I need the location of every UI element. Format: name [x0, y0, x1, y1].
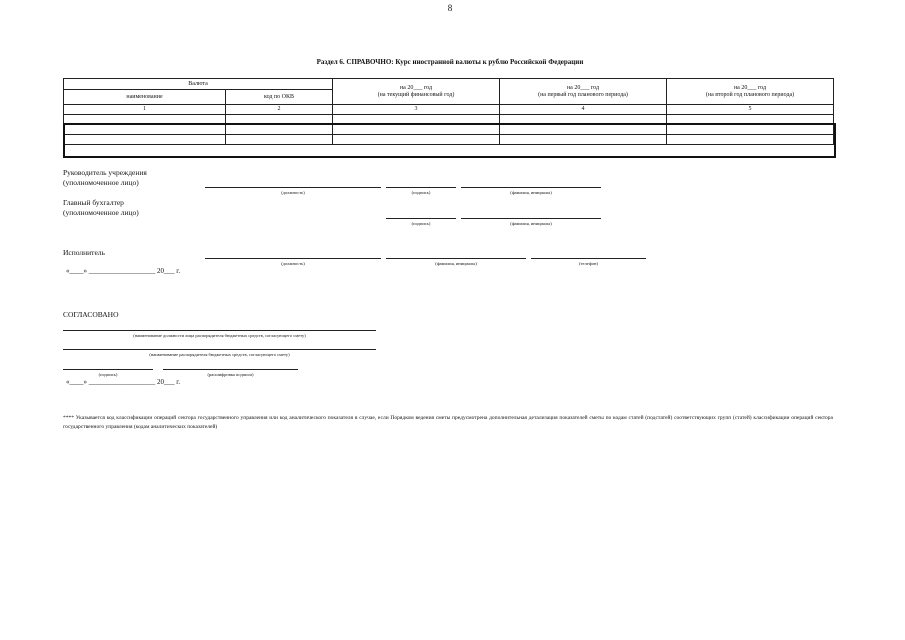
- table-row: [64, 115, 834, 125]
- executor-position-line[interactable]: [205, 258, 381, 259]
- approval-official-line[interactable]: [63, 330, 376, 331]
- table-row: [64, 135, 834, 145]
- header-col5: на 20___ год (на второй год планового периода): [667, 79, 834, 105]
- executor-name-line[interactable]: [386, 258, 526, 259]
- executor-phone-line[interactable]: [531, 258, 646, 259]
- footnote: **** Указывается код классификации операций сектора государственного управления или код аналитического показателя в случае, если Порядком ведения сметы предусмотрена дополнительная детализация показателей сметы по кодам статей (подстатей) соответствующих групп (статей) классификации операций сектора государственного управления (кодам аналитических показателей): [63, 415, 833, 430]
- head-position-line[interactable]: [205, 187, 381, 188]
- head-label: Руководитель учреждения (уполномоченное лицо): [63, 168, 147, 187]
- column-number-3: 3: [333, 105, 500, 115]
- column-number-5: 5: [667, 105, 834, 115]
- head-signature-line[interactable]: [386, 187, 456, 188]
- header-name: наименование: [64, 90, 226, 105]
- approval-heading: СОГЛАСОВАНО: [63, 310, 119, 319]
- head-position-caption: (должность): [281, 190, 305, 195]
- header-currency: Валюта: [64, 79, 333, 90]
- executor-label: Исполнитель: [63, 248, 105, 257]
- approval-manager-line[interactable]: [63, 349, 376, 350]
- chief-accountant-label: Главный бухгалтер (уполномоченное лицо): [63, 198, 139, 217]
- chief-signature-line[interactable]: [386, 218, 456, 219]
- approval-decode-line[interactable]: [163, 369, 298, 370]
- approval-decode-caption: (расшифровка подписи): [207, 372, 254, 377]
- page-number: 8: [447, 3, 453, 13]
- column-number-4: 4: [500, 105, 667, 115]
- header-okv-code: код по ОКВ: [226, 90, 333, 105]
- head-name-line[interactable]: [461, 187, 601, 188]
- header-col4: на 20___ год (на первый год планового периода): [500, 79, 667, 105]
- approval-manager-caption: (наименование распорядителя бюджетных средств, согласующего смету): [149, 352, 290, 357]
- column-number-2: 2: [226, 105, 333, 115]
- header-col3: на 20___ год (на текущий финансовый год): [333, 79, 500, 105]
- executor-name-caption: (фамилия, инициалы): [435, 261, 477, 266]
- approval-official-caption: (наименование должности лица распорядителя бюджетных средств, согласующего смету): [133, 333, 306, 338]
- chief-signature-caption: (подпись): [411, 221, 431, 226]
- chief-name-caption: (фамилия, инициалы): [510, 221, 552, 226]
- executor-position-caption: (должность): [281, 261, 305, 266]
- currency-rate-table: [63, 78, 834, 145]
- executor-phone-caption: (телефон): [579, 261, 598, 266]
- column-number-1: 1: [64, 105, 226, 115]
- head-signature-caption: (подпись): [411, 190, 431, 195]
- approval-signature-line[interactable]: [63, 369, 153, 370]
- chief-name-line[interactable]: [461, 218, 601, 219]
- head-name-caption: (фамилия, инициалы): [510, 190, 552, 195]
- table-row: [64, 125, 834, 135]
- approval-signature-caption: (подпись): [98, 372, 118, 377]
- section-title: Раздел 6. СПРАВОЧНО: Курс иностранной валюты к рублю Российской Федерации: [316, 58, 584, 66]
- executor-date[interactable]: «____» ___________________ 20___ г.: [66, 267, 181, 275]
- approval-date[interactable]: «____» ___________________ 20___ г.: [66, 378, 181, 386]
